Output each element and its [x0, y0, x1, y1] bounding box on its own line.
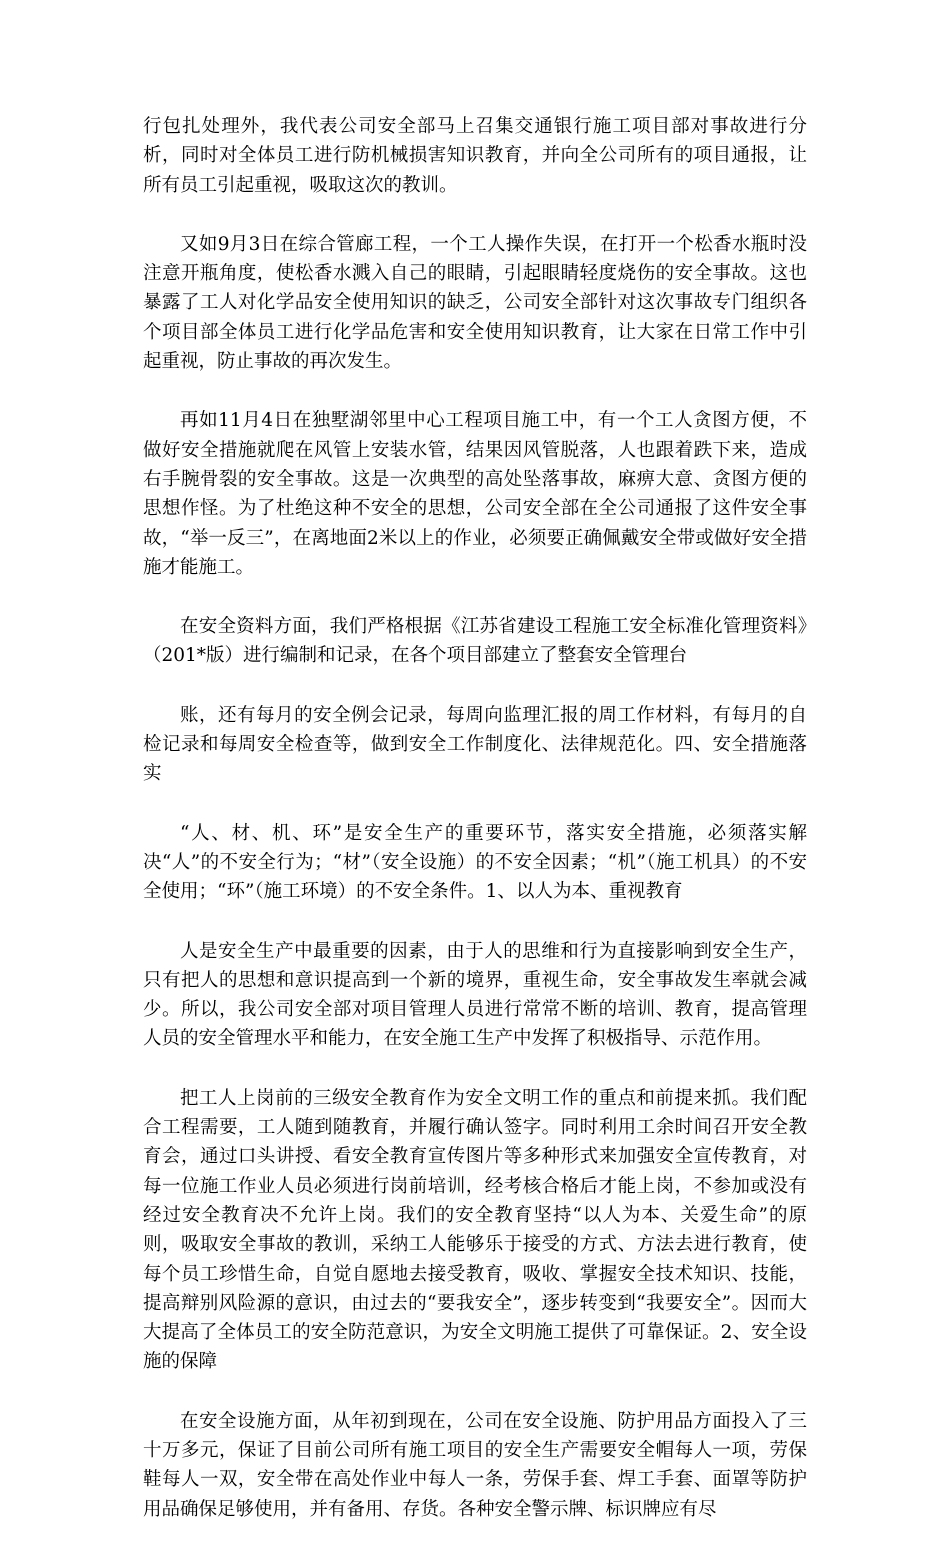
- paragraph-8: 把工人上岗前的三级安全教育作为安全文明工作的重点和前提来抓。我们配合工程需要，工人随到随教育，并履行确认签字。同时利用工余时间召开安全教育会，通过口头讲授、看安全教育宣传图片等多种形式来加强安全宣传教育，对每一位施工作业人员必须进行岗前培训，经考核合格后才能上岗，不参加或没有经过安全教育决不允许上岗。我们的安全教育坚持“以人为本、关爱生命”的原则，吸取安全事故的教训，采纳工人能够乐于接受的方式、方法去进行教育，使每个员工珍惜生命，自觉自愿地去接受教育，吸收、掌握安全技术知识、技能，提高辩别风险源的意识，由过去的“要我安全”，逐步转变到“我要安全”。因而大大提高了全体员工的安全防范意识，为安全文明施工提供了可靠保证。2、安全设施的保障: [143, 1087, 807, 1373]
- paragraph-4: 在安全资料方面，我们严格根据《江苏省建设工程施工安全标准化管理资料》（201*版）进行编制和记录，在各个项目部建立了整套安全管理台: [143, 616, 807, 667]
- paragraph-3: 再如11月4日在独墅湖邻里中心工程项目施工中，有一个工人贪图方便，不做好安全措施就爬在风管上安装水管，结果因风管脱落，人也跟着跌下来，造成右手腕骨裂的安全事故。这是一次典型的高处坠落事故，麻痹大意、贪图方便的思想作怪。为了杜绝这种不安全的思想，公司安全部在全公司通报了这件安全事故，“举一反三”，在离地面2米以上的作业，必须要正确佩戴安全带或做好安全措施才能施工。: [143, 410, 807, 578]
- document-page: [143, 112, 807, 1554]
- paragraph-6: “人、材、机、环”是安全生产的重要环节，落实安全措施，必须落实解决“人”的不安全行为；“材”（安全设施）的不安全因素；“机”（施工机具）的不安全使用；“环”（施工环境）的不安全条件。1、以人为本、重视教育: [143, 822, 807, 903]
- paragraph-5: 账，还有每月的安全例会记录，每周向监理汇报的周工作材料，有每月的自检记录和每周安全检查等，做到安全工作制度化、法律规范化。四、安全措施落实: [143, 704, 807, 785]
- paragraph-7: 人是安全生产中最重要的因素，由于人的思维和行为直接影响到安全生产，只有把人的思想和意识提高到一个新的境界，重视生命，安全事故发生率就会减少。所以，我公司安全部对项目管理人员进行常常不断的培训、教育，提高管理人员的安全管理水平和能力，在安全施工生产中发挥了积极指导、示范作用。: [143, 940, 807, 1050]
- paragraph-1: 行包扎处理外，我代表公司安全部马上召集交通银行施工项目部对事故进行分析，同时对全体员工进行防机械损害知识教育，并向全公司所有的项目通报，让所有员工引起重视，吸取这次的教训。: [143, 116, 807, 196]
- paragraph-9: 在安全设施方面，从年初到现在，公司在安全设施、防护用品方面投入了三十万多元，保证了目前公司所有施工项目的安全生产需要安全帽每人一项，劳保鞋每人一双，安全带在高处作业中每人一条，劳保手套、焊工手套、面罩等防护用品确保足够使用，并有备用、存货。各种安全警示牌、标识牌应有尽: [143, 1410, 807, 1520]
- paragraph-2: 又如9月3日在综合管廊工程，一个工人操作失误，在打开一个松香水瓶时没注意开瓶角度，使松香水溅入自己的眼睛，引起眼睛轻度烧伤的安全事故。这也暴露了工人对化学品安全使用知识的缺乏，公司安全部针对这次事故专门组织各个项目部全体员工进行化学品危害和安全使用知识教育，让大家在日常工作中引起重视，防止事故的再次发生。: [143, 233, 807, 373]
